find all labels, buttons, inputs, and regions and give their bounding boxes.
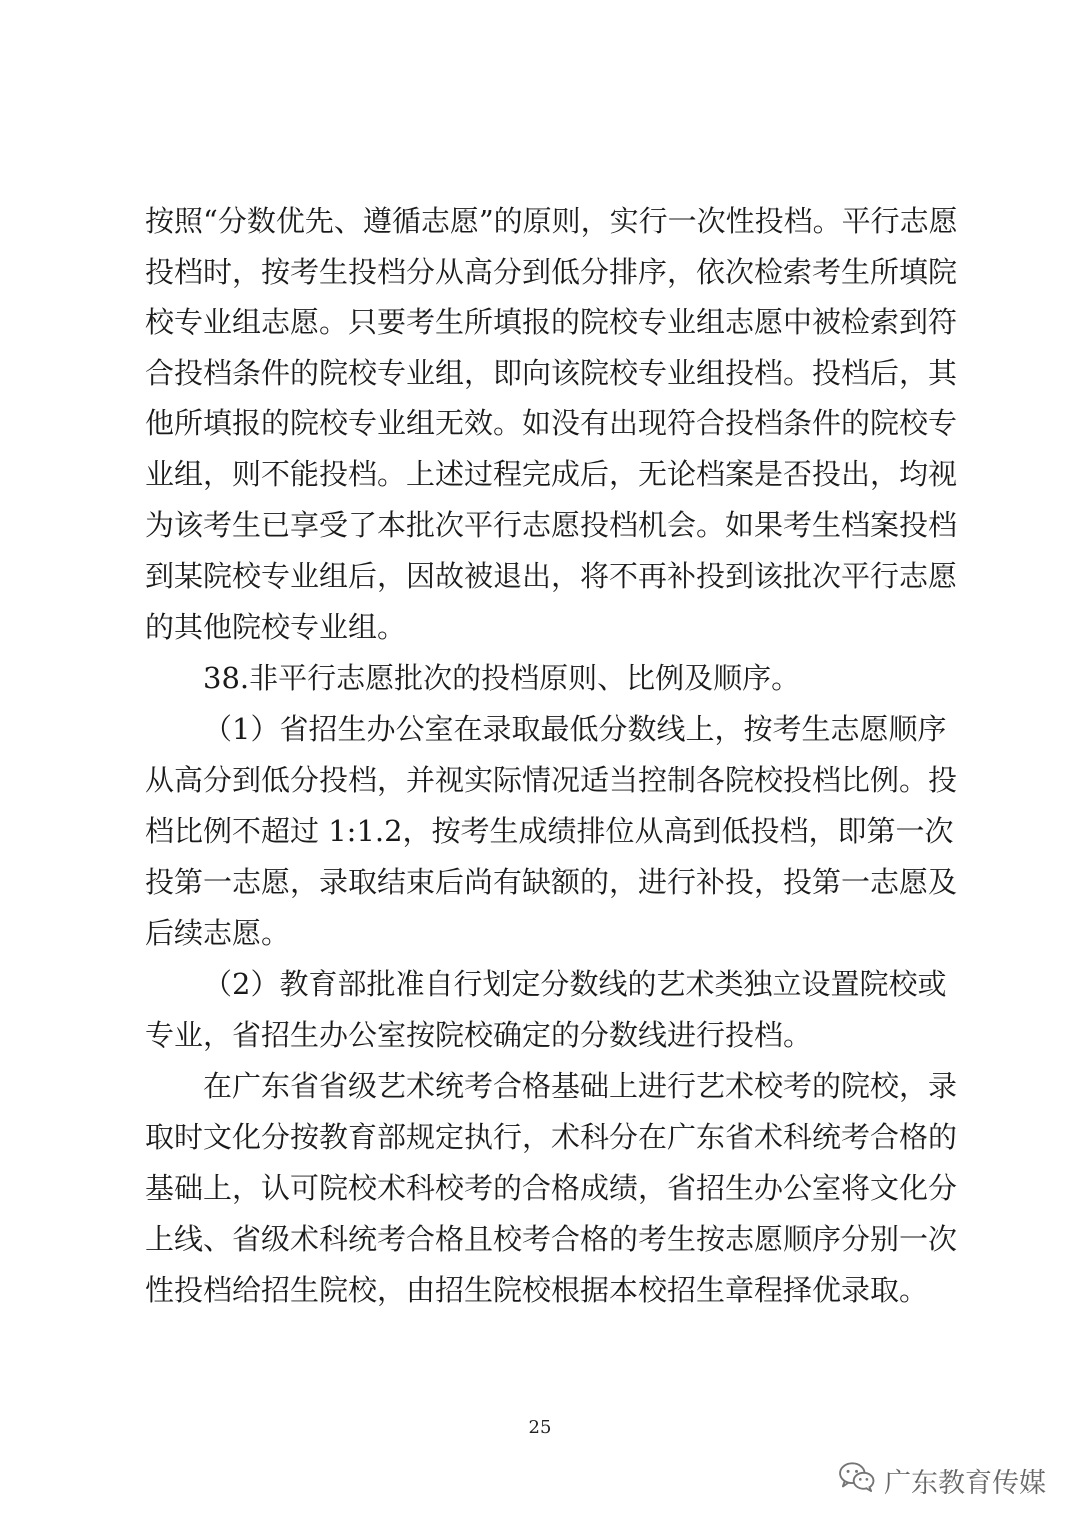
wechat-icon xyxy=(838,1461,876,1500)
paragraph-line: 的其他院校专业组。 xyxy=(145,610,407,644)
paragraph-line: 投档时，按考生投档分从高分到低分排序，依次检索考生所填院 xyxy=(145,255,958,289)
paragraph-line: 校专业组志愿。只要考生所填报的院校专业组志愿中被检索到符 xyxy=(145,305,958,339)
paragraph-line: 按照“分数优先、遵循志愿”的原则，实行一次性投档。平行志愿 xyxy=(145,204,958,238)
section-heading: 38.非平行志愿批次的投档原则、比例及顺序。 xyxy=(203,661,801,695)
paragraph-line: 档比例不超过 1:1.2，按考生成绩排位从高到低投档，即第一次 xyxy=(145,814,954,848)
paragraph-line: （1）省招生办公室在录取最低分数线上，按考生志愿顺序 xyxy=(203,712,947,746)
paragraph-line: 合投档条件的院校专业组，即向该院校专业组投档。投档后，其 xyxy=(145,356,958,390)
paragraph-line: 取时文化分按教育部规定执行，术科分在广东省术科统考合格的 xyxy=(145,1120,958,1154)
paragraph-line: 业组，则不能投档。上述过程完成后，无论档案是否投出，均视 xyxy=(145,457,958,491)
paragraph-line: 上线、省级术科统考合格且校考合格的考生按志愿顺序分别一次 xyxy=(145,1222,958,1256)
paragraph-line: 投第一志愿，录取结束后尚有缺额的，进行补投，投第一志愿及 xyxy=(145,865,958,899)
paragraph-line: 从高分到低分投档，并视实际情况适当控制各院校投档比例。投 xyxy=(145,763,958,797)
watermark-text: 广东教育传媒 xyxy=(884,1467,1046,1499)
paragraph-line: 为该考生已享受了本批次平行志愿投档机会。如果考生档案投档 xyxy=(145,508,958,542)
paragraph-line: 专业，省招生办公室按院校确定的分数线进行投档。 xyxy=(145,1018,813,1052)
watermark xyxy=(838,1460,1046,1500)
paragraph-line: 性投档给招生院校，由招生院校根据本校招生章程择优录取。 xyxy=(145,1273,929,1307)
paragraph-line: 在广东省省级艺术统考合格基础上进行艺术校考的院校，录 xyxy=(203,1069,958,1103)
page-number: 25 xyxy=(528,1417,552,1438)
paragraph-line: 到某院校专业组后，因故被退出，将不再补投到该批次平行志愿 xyxy=(145,559,958,593)
paragraph-line: 后续志愿。 xyxy=(145,916,291,950)
paragraph-line: 他所填报的院校专业组无效。如没有出现符合投档条件的院校专 xyxy=(145,406,958,440)
paragraph-line: 基础上，认可院校术科校考的合格成绩，省招生办公室将文化分 xyxy=(145,1171,958,1205)
paragraph-line: （2）教育部批准自行划定分数线的艺术类独立设置院校或 xyxy=(203,967,947,1001)
